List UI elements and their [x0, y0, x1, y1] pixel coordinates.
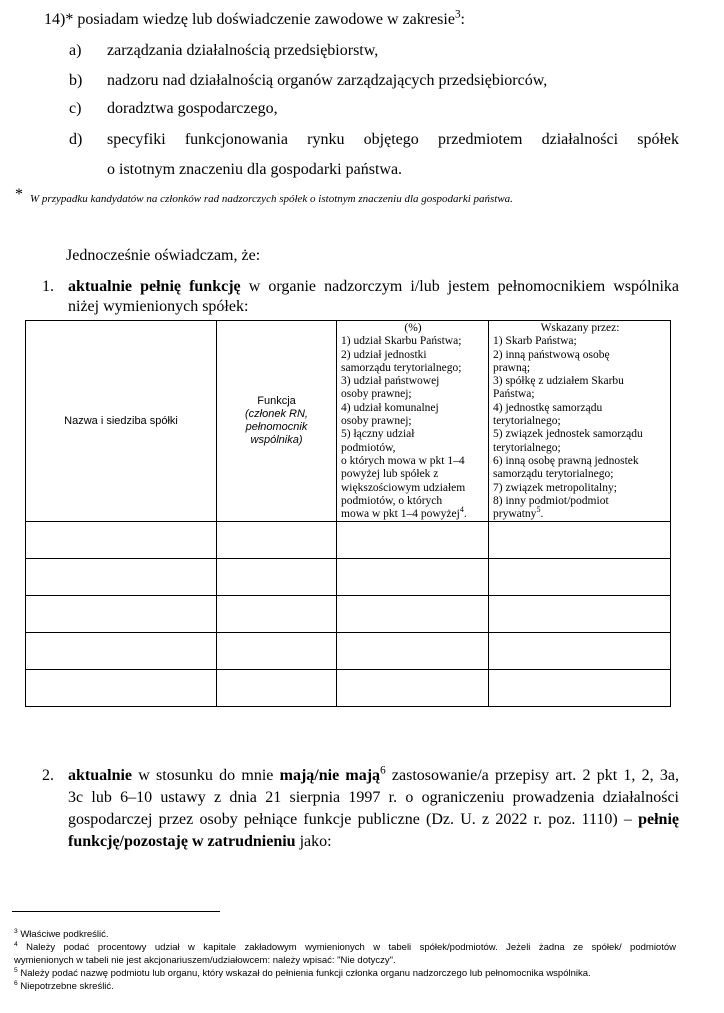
item-14-text: 14)* posiadam wiedzę lub doświadczenie zawodowe w zakresie — [44, 11, 455, 28]
indicated-by-item-line: samorządu terytorialnego; — [493, 468, 614, 481]
percent-item-line: podmiotów, o których — [341, 494, 443, 507]
footnote-6-number: 6 — [14, 979, 18, 987]
indicated-by-item-line: 4) jednostkę samorządu — [493, 401, 603, 414]
indicated-by-item-line: 1) Skarb Państwa; — [493, 335, 577, 348]
table-row — [26, 633, 671, 670]
footnote-5-text: Należy podać nazwę podmiotu lub organu, który wskazał do pełnienia funkcji członka organu nadzorczego lub pełnomocnika wspólnika. — [20, 968, 591, 979]
percent-item-last-text: mowa w pkt 1–4 powyżej — [341, 508, 460, 521]
point-2-line-3 — [68, 809, 679, 831]
footnote-4-cont: wymienionych w tabeli nie jest akcjonariuszem/udziałowcem: należy wpisać: "Nie dotyczy". — [14, 955, 396, 966]
indicated-by-item-line: 3) spółkę z udziałem Skarbu — [493, 375, 624, 388]
option-letter-b: b) — [69, 72, 83, 89]
indicated-by-item-line: 6) inną osobę prawną jednostek — [493, 454, 639, 467]
footnote-3-number: 3 — [14, 927, 18, 935]
percent-item-line: większościowym udziałem — [341, 481, 466, 494]
percent-item-line: podmiotów, — [341, 441, 396, 454]
footnote-3 — [14, 929, 109, 941]
col-header-indicated-by — [489, 321, 671, 522]
footnote-4 — [14, 942, 676, 954]
col-header-function — [217, 321, 337, 522]
footnote-5-number: 5 — [14, 966, 18, 974]
point-2-line-4-bold: funkcję/pozostaję w zatrudnieniu — [68, 833, 296, 850]
cell-indicated-by[interactable] — [489, 596, 671, 633]
indicated-by-item-line: terytorialnego; — [493, 415, 561, 428]
footnote-4-number: 4 — [14, 940, 18, 948]
cell-name[interactable] — [26, 522, 217, 559]
cell-indicated-by[interactable] — [489, 633, 671, 670]
footnote-4-text: Należy podać procentowy udział w kapitale zakładowym wymienionych w tabeli spółek/podmiotów. Jeżeli żadna ze spółek/ podmiotów — [26, 942, 676, 953]
option-text-b: nadzoru nad działalnością organów zarządzających przedsiębiorców, — [107, 72, 548, 89]
percent-item-line: osoby prawnej; — [341, 415, 412, 428]
cell-indicated-by[interactable] — [489, 559, 671, 596]
col-header-name: Nazwa i siedziba spółki — [26, 321, 217, 522]
point-2-bold-1: aktualnie — [68, 767, 133, 784]
cell-percent[interactable] — [337, 633, 489, 670]
percent-item-line: o których mowa w pkt 1–4 — [341, 454, 465, 467]
table-row — [26, 522, 671, 559]
cell-name[interactable] — [26, 596, 217, 633]
point-2-line-4 — [68, 831, 332, 853]
asterisk-mark: * — [15, 186, 23, 203]
percent-item-line: 2) udział jednostki — [341, 348, 427, 361]
table-row — [26, 670, 671, 707]
indicated-by-title: Wskazany przez: — [540, 322, 620, 334]
point-2-line-3-text: gospodarczej przez osoby pełniące funkcje publiczne (Dz. U. z 2022 r. poz. 1110) – — [68, 811, 639, 828]
declaration-intro: Jednocześnie oświadczam, że: — [66, 247, 261, 264]
footnote-5 — [14, 968, 591, 980]
cell-percent[interactable] — [337, 670, 489, 707]
percent-item-line: osoby prawnej; — [341, 388, 412, 401]
cell-percent[interactable] — [337, 596, 489, 633]
percent-title: (%) — [404, 322, 422, 334]
percent-item-line: 3) udział państwowej — [341, 375, 440, 388]
indicated-by-item-last-text: prywatny — [493, 508, 537, 521]
cell-percent[interactable] — [337, 559, 489, 596]
point-1-number: 1. — [42, 278, 54, 295]
point-2-text-1: w stosunku do mnie — [132, 767, 280, 784]
percent-item-footnote-ref: 4 — [459, 505, 464, 515]
footnote-6 — [14, 981, 114, 993]
indicated-by-item-line: 2) inną państwową osobę — [493, 348, 610, 361]
function-sub-1: (członek RN, — [245, 408, 308, 421]
percent-item-line: 4) udział komunalnej — [341, 401, 439, 414]
footnote-3-text: Właściwe podkreślić. — [20, 929, 109, 940]
point-2-line-1 — [68, 765, 679, 787]
option-text-d: specyfiki funkcjonowania rynku objętego przedmiotem działalności spółek — [107, 131, 679, 148]
col-header-percent — [337, 321, 489, 522]
cell-function[interactable] — [217, 559, 337, 596]
cell-function[interactable] — [217, 633, 337, 670]
cell-function[interactable] — [217, 522, 337, 559]
cell-indicated-by[interactable] — [489, 670, 671, 707]
indicated-by-item-line: prawną; — [493, 361, 531, 374]
point-1-line-1 — [68, 276, 679, 298]
point-2-line-4-text: jako: — [295, 833, 332, 850]
percent-item-line: 5) łączny udział — [341, 428, 415, 441]
function-sub-3: wspólnika) — [250, 434, 303, 447]
option-letter-a: a) — [69, 42, 82, 59]
indicated-by-item-line: 7) związek metropolitalny; — [493, 481, 617, 494]
point-2-number: 2. — [42, 767, 54, 784]
percent-item-line: 1) udział Skarbu Państwa; — [341, 335, 462, 348]
indicated-by-item-line: terytorialnego; — [493, 441, 561, 454]
asterisk-note: W przypadku kandydatów na członków rad nadzorczych spółek o istotnym znaczeniu dla gospodarki państwa. — [30, 193, 513, 205]
cell-indicated-by[interactable] — [489, 522, 671, 559]
percent-list — [341, 335, 485, 521]
footnote-6-text: Niepotrzebne skreślić. — [20, 981, 114, 992]
point-2-bold-2: mają/nie mają — [279, 767, 381, 784]
percent-item-line: powyżej lub spółek z — [341, 468, 439, 481]
option-text-d-cont: o istotnym znaczeniu dla gospodarki państwa. — [107, 161, 403, 178]
indicated-by-item-line: Państwa; — [493, 388, 535, 401]
companies-table — [25, 320, 671, 707]
option-text-c: doradztwa gospodarczego, — [107, 100, 278, 117]
indicated-by-item-line — [493, 505, 667, 521]
indicated-by-item-line: 8) inny podmiot/podmiot — [493, 494, 609, 507]
cell-name[interactable] — [26, 559, 217, 596]
cell-name[interactable] — [26, 633, 217, 670]
item-14-tail: : — [460, 11, 465, 28]
function-title: Funkcja — [257, 395, 296, 408]
percent-item-end: . — [463, 508, 467, 521]
point-2-line-3-bold: pełnię — [638, 811, 679, 828]
point-1-rest: w organie nadzorczym i/lub jestem pełnomocnikiem wspólnika — [240, 278, 679, 295]
option-text-a: zarządzania działalnością przedsiębiorstw, — [107, 42, 379, 59]
footnote-ref-3: 3 — [454, 8, 461, 21]
point-2-text-2: zastosowanie/a przepisy art. 2 pkt 1, 2, 3a, — [385, 767, 679, 784]
option-letter-c: c) — [69, 100, 82, 117]
indicated-by-item-end: . — [540, 508, 544, 521]
option-letter-d: d) — [69, 131, 83, 148]
table-row — [26, 559, 671, 596]
percent-item-line — [341, 505, 485, 521]
point-2-line-2: 3c lub 6–10 ustawy z dnia 21 sierpnia 1997 r. o ograniczeniu prowadzenia działalności — [68, 789, 679, 806]
item-14-heading — [44, 9, 465, 31]
footnote-separator — [12, 911, 220, 912]
table-header-row — [26, 321, 671, 522]
cell-percent[interactable] — [337, 522, 489, 559]
point-1-bold: aktualnie pełnię funkcję — [68, 278, 241, 295]
indicated-by-list — [493, 335, 667, 521]
cell-name[interactable] — [26, 670, 217, 707]
percent-item-line: samorządu terytorialnego; — [341, 361, 462, 374]
indicated-by-item-line: 5) związek jednostek samorządu — [493, 428, 643, 441]
point-1-line-2: niżej wymienionych spółek: — [68, 298, 249, 315]
footnote-ref-6: 6 — [380, 764, 386, 777]
indicated-by-item-footnote-ref: 5 — [536, 505, 541, 515]
table-row — [26, 596, 671, 633]
function-sub-2: pełnomocnik — [245, 421, 308, 434]
cell-function[interactable] — [217, 596, 337, 633]
cell-function[interactable] — [217, 670, 337, 707]
